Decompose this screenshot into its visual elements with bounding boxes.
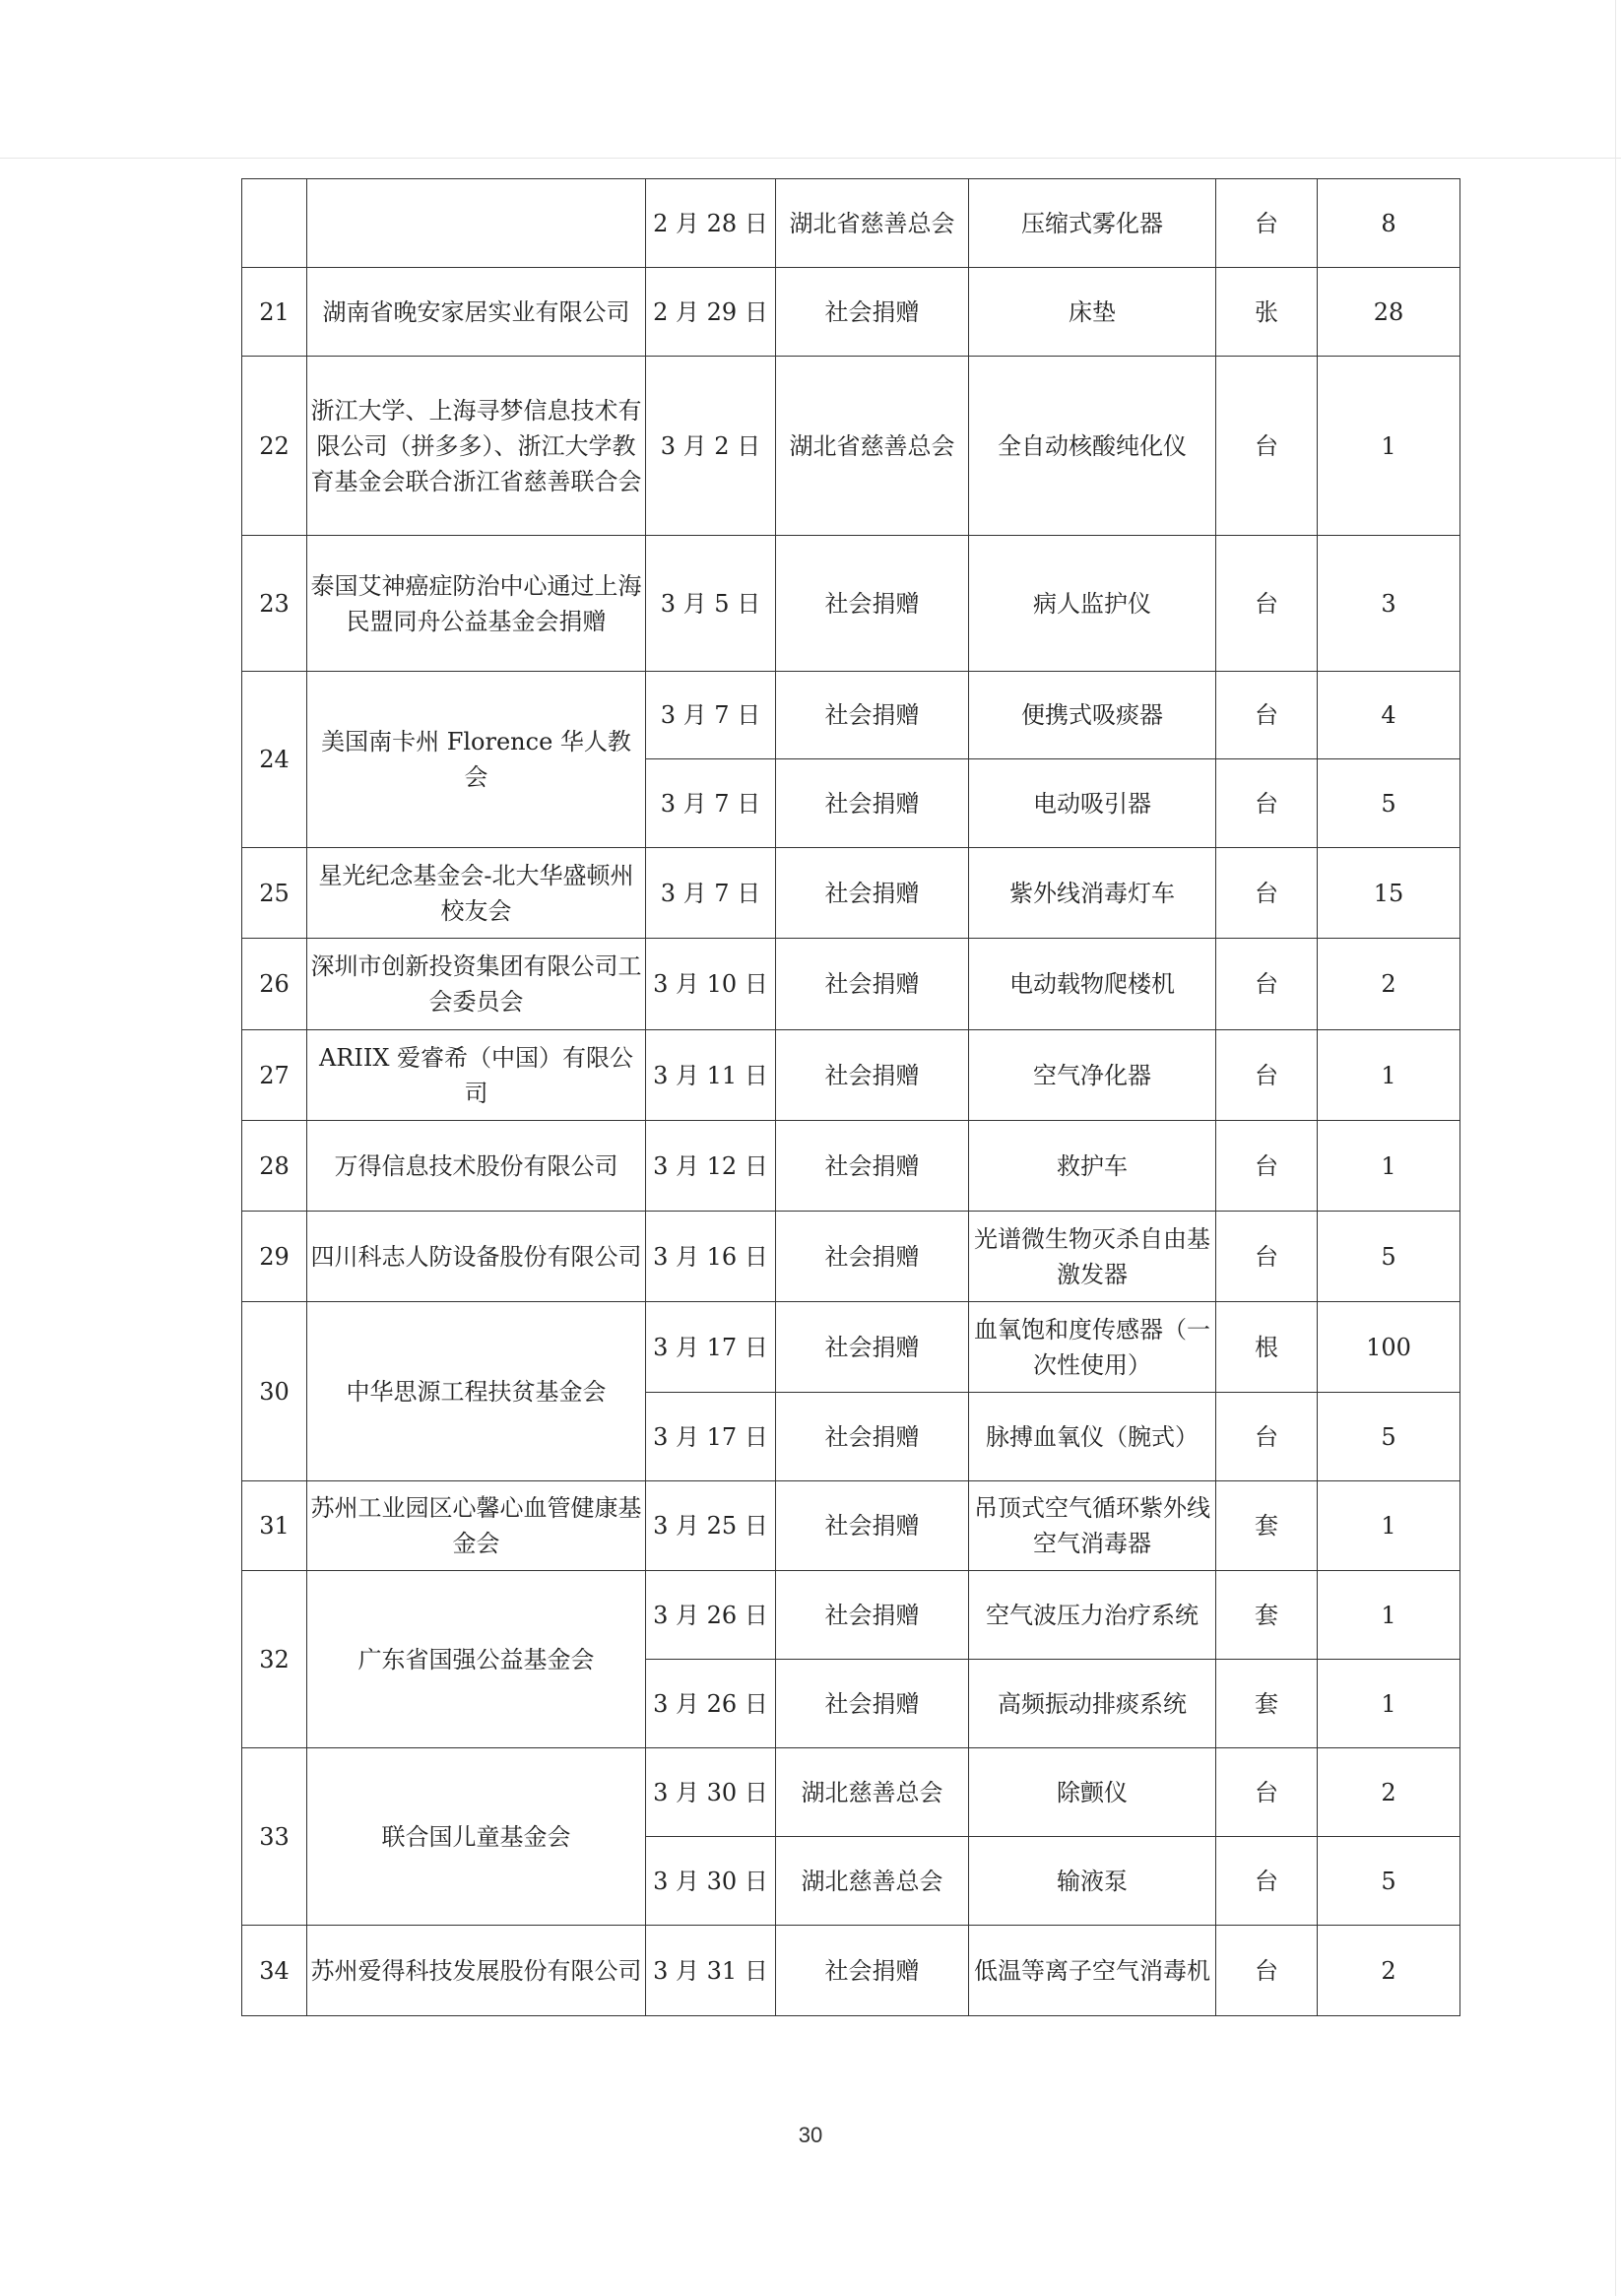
item-name: 高频振动排痰系统 xyxy=(969,1660,1216,1748)
donor-name: 美国南卡州 Florence 华人教会 xyxy=(307,672,646,848)
table-row xyxy=(242,1748,1460,1837)
row-number: 26 xyxy=(242,939,307,1030)
item-unit: 台 xyxy=(1216,848,1318,939)
table-row xyxy=(242,1481,1460,1571)
item-name: 光谱微生物灭杀自由基激发器 xyxy=(969,1212,1216,1302)
donation-table-body xyxy=(242,179,1460,2016)
donor-name: 中华思源工程扶贫基金会 xyxy=(307,1302,646,1481)
item-unit: 套 xyxy=(1216,1571,1318,1660)
row-number: 33 xyxy=(242,1748,307,1926)
donation-channel: 湖北慈善总会 xyxy=(776,1748,969,1837)
table-row xyxy=(242,179,1460,268)
item-unit: 台 xyxy=(1216,1748,1318,1837)
item-unit: 台 xyxy=(1216,672,1318,759)
donation-channel: 社会捐赠 xyxy=(776,1030,969,1121)
table-row xyxy=(242,268,1460,357)
donor-name: 联合国儿童基金会 xyxy=(307,1748,646,1926)
item-name: 输液泵 xyxy=(969,1837,1216,1926)
item-unit: 台 xyxy=(1216,1121,1318,1212)
item-quantity: 5 xyxy=(1318,1393,1460,1481)
row-number: 24 xyxy=(242,672,307,848)
item-quantity: 2 xyxy=(1318,1748,1460,1837)
table-row xyxy=(242,1121,1460,1212)
donor-name: 泰国艾神癌症防治中心通过上海民盟同舟公益基金会捐赠 xyxy=(307,536,646,672)
table-row xyxy=(242,1571,1460,1660)
donation-date: 3 月 11 日 xyxy=(646,1030,776,1121)
item-unit: 张 xyxy=(1216,268,1318,357)
row-number: 29 xyxy=(242,1212,307,1302)
donation-channel: 湖北省慈善总会 xyxy=(776,179,969,268)
item-unit: 台 xyxy=(1216,1030,1318,1121)
item-quantity: 4 xyxy=(1318,672,1460,759)
table-row xyxy=(242,1926,1460,2016)
table-row xyxy=(242,1030,1460,1121)
row-number: 31 xyxy=(242,1481,307,1571)
scan-edge-line xyxy=(1615,0,1616,2296)
donation-channel: 社会捐赠 xyxy=(776,1571,969,1660)
item-quantity: 5 xyxy=(1318,759,1460,848)
item-name: 吊顶式空气循环紫外线空气消毒器 xyxy=(969,1481,1216,1571)
item-unit: 台 xyxy=(1216,1393,1318,1481)
page-number: 30 xyxy=(798,2123,823,2147)
donation-channel: 社会捐赠 xyxy=(776,1302,969,1393)
row-number xyxy=(242,179,307,268)
item-name: 脉搏血氧仪（腕式） xyxy=(969,1393,1216,1481)
table-row xyxy=(242,672,1460,759)
donation-date: 3 月 7 日 xyxy=(646,848,776,939)
donor-name: 苏州工业园区心馨心血管健康基金会 xyxy=(307,1481,646,1571)
donor-name xyxy=(307,179,646,268)
donor-name: 万得信息技术股份有限公司 xyxy=(307,1121,646,1212)
item-quantity: 1 xyxy=(1318,1030,1460,1121)
row-number: 30 xyxy=(242,1302,307,1481)
donor-name: 广东省国强公益基金会 xyxy=(307,1571,646,1748)
donor-name: 星光纪念基金会-北大华盛顿州校友会 xyxy=(307,848,646,939)
item-unit: 台 xyxy=(1216,1212,1318,1302)
item-unit: 台 xyxy=(1216,1926,1318,2016)
row-number: 27 xyxy=(242,1030,307,1121)
donation-date: 3 月 7 日 xyxy=(646,672,776,759)
item-unit: 台 xyxy=(1216,536,1318,672)
item-name: 紫外线消毒灯车 xyxy=(969,848,1216,939)
item-name: 电动吸引器 xyxy=(969,759,1216,848)
row-number: 25 xyxy=(242,848,307,939)
row-number: 21 xyxy=(242,268,307,357)
donation-date: 3 月 30 日 xyxy=(646,1837,776,1926)
donation-channel: 湖北慈善总会 xyxy=(776,1837,969,1926)
donation-date: 3 月 7 日 xyxy=(646,759,776,848)
table-row xyxy=(242,357,1460,536)
item-quantity: 5 xyxy=(1318,1212,1460,1302)
item-name: 除颤仪 xyxy=(969,1748,1216,1837)
item-unit: 台 xyxy=(1216,759,1318,848)
donor-name: 四川科志人防设备股份有限公司 xyxy=(307,1212,646,1302)
donation-date: 3 月 17 日 xyxy=(646,1393,776,1481)
item-name: 压缩式雾化器 xyxy=(969,179,1216,268)
donation-date: 3 月 30 日 xyxy=(646,1748,776,1837)
table-row xyxy=(242,536,1460,672)
item-unit: 台 xyxy=(1216,1837,1318,1926)
item-name: 全自动核酸纯化仪 xyxy=(969,357,1216,536)
row-number: 34 xyxy=(242,1926,307,2016)
item-unit: 根 xyxy=(1216,1302,1318,1393)
item-unit: 台 xyxy=(1216,179,1318,268)
donation-channel: 社会捐赠 xyxy=(776,1926,969,2016)
item-name: 血氧饱和度传感器（一次性使用） xyxy=(969,1302,1216,1393)
row-number: 23 xyxy=(242,536,307,672)
donation-date: 3 月 26 日 xyxy=(646,1660,776,1748)
donation-channel: 社会捐赠 xyxy=(776,848,969,939)
item-name: 床垫 xyxy=(969,268,1216,357)
item-quantity: 28 xyxy=(1318,268,1460,357)
row-number: 28 xyxy=(242,1121,307,1212)
item-quantity: 15 xyxy=(1318,848,1460,939)
table-row xyxy=(242,1212,1460,1302)
item-name: 病人监护仪 xyxy=(969,536,1216,672)
item-quantity: 1 xyxy=(1318,1121,1460,1212)
donor-name: ARIIX 爱睿希（中国）有限公司 xyxy=(307,1030,646,1121)
table-row xyxy=(242,1302,1460,1393)
item-quantity: 5 xyxy=(1318,1837,1460,1926)
item-name: 空气净化器 xyxy=(969,1030,1216,1121)
table-row xyxy=(242,939,1460,1030)
item-name: 电动载物爬楼机 xyxy=(969,939,1216,1030)
donation-date: 3 月 25 日 xyxy=(646,1481,776,1571)
donation-date: 3 月 31 日 xyxy=(646,1926,776,2016)
item-quantity: 3 xyxy=(1318,536,1460,672)
item-quantity: 8 xyxy=(1318,179,1460,268)
row-number: 22 xyxy=(242,357,307,536)
item-name: 空气波压力治疗系统 xyxy=(969,1571,1216,1660)
donation-channel: 社会捐赠 xyxy=(776,1660,969,1748)
donation-channel: 社会捐赠 xyxy=(776,536,969,672)
donation-channel: 社会捐赠 xyxy=(776,1121,969,1212)
header-rule xyxy=(0,158,1621,159)
donor-name: 苏州爱得科技发展股份有限公司 xyxy=(307,1926,646,2016)
donation-channel: 社会捐赠 xyxy=(776,1481,969,1571)
donation-date: 3 月 26 日 xyxy=(646,1571,776,1660)
item-quantity: 1 xyxy=(1318,1481,1460,1571)
item-quantity: 100 xyxy=(1318,1302,1460,1393)
donation-channel: 湖北省慈善总会 xyxy=(776,357,969,536)
item-unit: 台 xyxy=(1216,357,1318,536)
item-name: 低温等离子空气消毒机 xyxy=(969,1926,1216,2016)
item-name: 便携式吸痰器 xyxy=(969,672,1216,759)
donation-date: 2 月 29 日 xyxy=(646,268,776,357)
donation-channel: 社会捐赠 xyxy=(776,759,969,848)
donation-date: 3 月 5 日 xyxy=(646,536,776,672)
item-quantity: 2 xyxy=(1318,1926,1460,2016)
item-name: 救护车 xyxy=(969,1121,1216,1212)
donation-channel: 社会捐赠 xyxy=(776,268,969,357)
donation-channel: 社会捐赠 xyxy=(776,939,969,1030)
donation-date: 3 月 16 日 xyxy=(646,1212,776,1302)
item-unit: 套 xyxy=(1216,1481,1318,1571)
item-quantity: 2 xyxy=(1318,939,1460,1030)
item-unit: 套 xyxy=(1216,1660,1318,1748)
donation-date: 3 月 12 日 xyxy=(646,1121,776,1212)
donor-name: 深圳市创新投资集团有限公司工会委员会 xyxy=(307,939,646,1030)
item-quantity: 1 xyxy=(1318,1571,1460,1660)
donor-name: 湖南省晚安家居实业有限公司 xyxy=(307,268,646,357)
item-quantity: 1 xyxy=(1318,357,1460,536)
donation-channel: 社会捐赠 xyxy=(776,672,969,759)
donation-channel: 社会捐赠 xyxy=(776,1393,969,1481)
donation-date: 2 月 28 日 xyxy=(646,179,776,268)
item-unit: 台 xyxy=(1216,939,1318,1030)
row-number: 32 xyxy=(242,1571,307,1748)
donation-date: 3 月 10 日 xyxy=(646,939,776,1030)
donation-date: 3 月 2 日 xyxy=(646,357,776,536)
donation-channel: 社会捐赠 xyxy=(776,1212,969,1302)
donation-table xyxy=(241,178,1460,2016)
item-quantity: 1 xyxy=(1318,1660,1460,1748)
table-row xyxy=(242,848,1460,939)
donor-name: 浙江大学、上海寻梦信息技术有限公司（拼多多）、浙江大学教育基金会联合浙江省慈善联合会 xyxy=(307,357,646,536)
donation-date: 3 月 17 日 xyxy=(646,1302,776,1393)
